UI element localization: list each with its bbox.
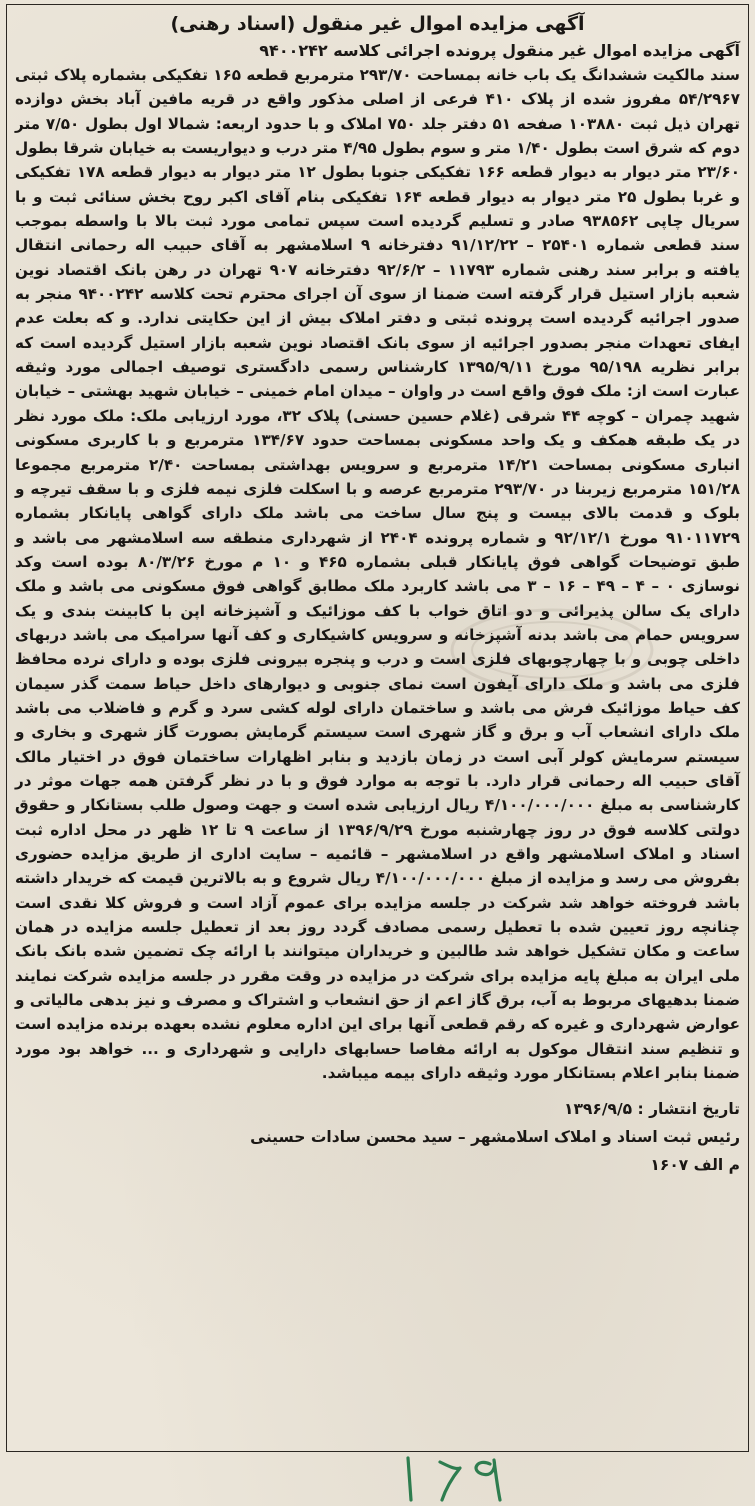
reference-code: م الف ۱۶۰۷ [650, 1156, 740, 1175]
publish-date: تاریخ انتشار : ۱۳۹۶/۹/۵ [563, 1100, 740, 1119]
auction-notice-frame [6, 4, 749, 1452]
signature-line: رئیس ثبت اسناد و املاک اسلامشهر – سید محسن سادات حسینی [250, 1128, 740, 1147]
notice-footer [15, 1095, 740, 1179]
notice-subtitle: آگهی مزایده اموال غیر منقول پرونده اجرائی کلاسه ۹۴۰۰۲۴۲ [259, 41, 740, 60]
handwritten-number-marking [378, 1450, 538, 1502]
notice-title: آگهی مزایده اموال غیر منقول (اسناد رهنی) [170, 13, 585, 35]
notice-body: سند مالکیت ششدانگ یک باب خانه بمساحت ۲۹۳/۷۰ مترمربع قطعه ۱۶۵ تفکیکی بشماره پلاک ثبتی ۵۴/۲۹۶۷ مفروز شده از پلاک ۴۱۰ فرعی از اصلی مذکور واقع در قریه مافین آباد بخش دوازده تهران ذیل ثبت ۱۰۳۸۸۰ صفحه ۵۱ دفتر جلد ۷۵۰ املاک و با حدود اربعه: شمالا اول بطول ۷/۵۰ متر دوم که شرق است بطول ۱/۴۰ متر و سوم بطول ۴/۹۵ متر درب و دیواریست به خیابان شرقا بطول ۲۳/۶۰ متر دیوار به دیوار قطعه ۱۶۶ تفکیکی جنوبا بطول ۱۲ متر دیوار به دیوار قطعه ۱۷۸ تفکیکی و غربا بطول ۲۵ متر دیوار به دیوار قطعه ۱۶۴ تفکیکی بنام آقای اکبر روح بخش سنائی ثبت و با سریال چاپی ۹۳۸۵۶۲ صادر و تسلیم گردیده است سپس تمامی مورد ثبت بالا با واسطه بموجب سند قطعی شماره ۲۵۴۰۱ – ۹۱/۱۲/۲۲ دفترخانه ۹ اسلامشهر به آقای حبیب اله رحمانی انتقال یافته و برابر سند رهنی شماره ۱۱۷۹۳ – ۹۲/۶/۲ دفترخانه ۹۰۷ تهران در رهن بانک اقتصاد نوین شعبه بازار استیل قرار گرفته است ضمنا از سوی آن اجرای محترم تحت کلاسه ۹۴۰۰۲۴۲ منجر به صدور اجرائیه گردیده است پرونده ثبتی و دفتر املاک بیش از این حکایتی ندارد. و که بعلت عدم ایفای تعهدات منجر بصدور اجرائیه از سوی بانک اقتصاد نوین شعبه بازار استیل گردیده است که برابر نظریه ۹۵/۱۹۸ مورخ ۱۳۹۵/۹/۱۱ کارشناس رسمی دادگستری توصیف اجمالی مورد وثیقه عبارت است از: ملک فوق واقع است در واوان – میدان امام خمینی – خیابان شهید بهشتی – خیابان شهید چمران – کوچه ۴۴ شرقی (غلام حسین حسنی) پلاک ۳۲، مورد ارزیابی ملک: ملک مورد نظر در یک طبقه همکف و یک واحد مسکونی بمساحت حدود ۱۳۴/۶۷ مترمربع و با کاربری مسکونی انباری مسکونی بمساحت ۱۴/۲۱ مترمربع و سرویس بهداشتی بمساحت ۲/۴۰ مترمربع مجموعا ۱۵۱/۲۸ مترمربع زیربنا در ۲۹۳/۷۰ مترمربع عرصه و با اسکلت فلزی نیمه فلزی و با سقف تیرچه و بلوک و قدمت بالای بیست و پنج سال ساخت می باشد ملک دارای گواهی پایانکار بشماره ۹۱۰۱۱۷۲۹ مورخ ۹۲/۱۲/۱ و شماره پرونده ۲۴۰۴ از شهرداری منطقه سه اسلامشهر می باشد و طبق توضیحات گواهی فوق پایانکار قبلی بشماره ۴۶۵ و ۱۰ م مورخ ۸۰/۳/۲۶ بوده است وکد نوسازی ۰ – ۴ – ۴۹ – ۱۶ – ۳ می باشد کاربرد ملک مطابق گواهی فوق مسکونی می باشد و ملک دارای یک سالن پذیرائی و دو اتاق خواب با کف موزائیک و آشپزخانه اپن با کابینت بندی و یک سرویس حمام می باشد بدنه آشپزخانه و سرویس کاشیکاری و کف آنها سرامیک می باشد دربهای داخلی چوبی و با چهارچوبهای فلزی است و درب و پنجره بیرونی فلزی بوده و دارای نرده محافظ فلزی می باشد و ملک دارای آیفون است نمای جنوبی و دیوارهای داخل حیاط سمت گذر سیمان کف حیاط موزائیک فرش می باشد و ساختمان دارای لوله کشی سرد و گرم و فاضلاب می باشد ملک دارای انشعاب آب و برق و گاز شهری است سیستم گرمایش بصورت گاز شهری و بخاری و سیستم سرمایش کولر آبی است در زمان بازدید و بنابر اظهارات ساختمان فوق در اختیار مالک آقای حبیب اله رحمانی قرار دارد. با توجه به موارد فوق و با در نظر گرفتن همه جهات موثر در کارشناسی به مبلغ ۴/۱۰۰/۰۰۰/۰۰۰ ریال ارزیابی شده است و جهت وصول طلب بستانکار و حقوق دولتی کلاسه فوق در روز چهارشنبه مورخ ۱۳۹۶/۹/۲۹ از ساعت ۹ تا ۱۲ ظهر در محل اداره ثبت اسناد و املاک اسلامشهر واقع در اسلامشهر – قائمیه – سایت اداری از طریق مزایده حضوری بفروش می رسد و مزایده از مبلغ ۴/۱۰۰/۰۰۰/۰۰۰ ریال شروع و به بالاترین قیمت که خریدار داشته باشد فروخته خواهد شد شرکت در جلسه مزایده برای عموم آزاد است و فروش کلا نقدی است چنانچه روز تعیین شده با تعطیل رسمی مصادف گردد روز بعد از تعطیل جلسه مزایده در همان ساعت و مکان تشکیل خواهد شد طالبین و خریداران میتوانند با ارائه چک تضمین شده بانک بانک ملی ایران به مبلغ پایه مزایده برای شرکت در مزایده در وقت مقرر در جلسه مزایده شرکت نمایند ضمنا بدهیهای مربوط به آب، برق گاز اعم از حق انشعاب و اشتراک و مصرف و نیز بدهی مالیاتی و عوارض شهرداری و غیره که رقم قطعی آنها برای این اداره معلوم نشده بعهده برنده مزایده است و تنظیم سند انتقال موکول به ارائه مفاصا حسابهای دارایی و شهرداری و ... خواهد بود مورد ضمنا بنابر اعلام بستانکار مورد وثیقه دارای بیمه میباشد. [15, 66, 741, 1083]
